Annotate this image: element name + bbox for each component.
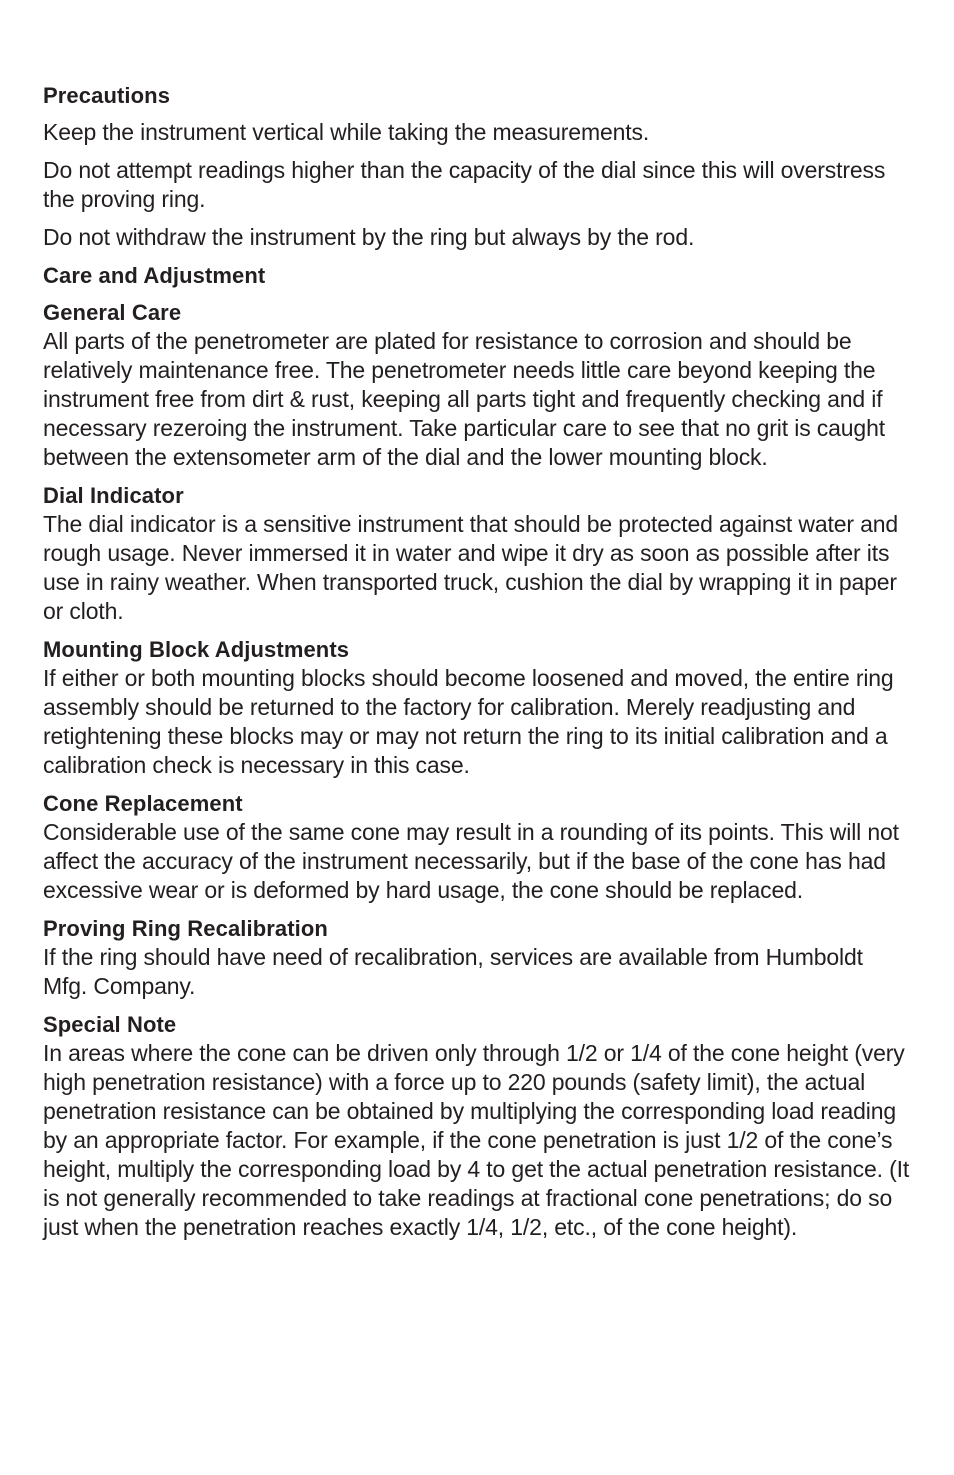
section-body: The dial indicator is a sensitive instrument that should be protected against water and rough usage. Never immersed it in water and wipe it dry as soon as possible after its use in rainy weather. When transported truck, cushion the dial by wrapping it in paper or cloth. [43,511,899,624]
section-body: In areas where the cone can be driven only through 1/2 or 1/4 of the cone height (very high penetration resistance) with a force up to 220 pounds (safety limit), the actual penetration resistance can be obtained by multiplying the corresponding load reading by an appropriate factor. For example, if the cone penetration is just 1/2 of the cone’s height, multiply the corresponding load by 4 to get the actual penetration resistance. (It is not generally recommended to take readings at fractional cone penetrations; do so just when the penetration reaches exactly 1/4, 1/2, etc., of the cone height). [43,1040,910,1240]
precautions-heading: Precautions [43,83,171,108]
section-body: If either or both mounting blocks should become loosened and moved, the entire ring assembly should be returned to the factory for calibration. Merely readjusting and retightening these blocks may or may not return the ring to its initial calibration and a calibration check is necessary in this case. [43,665,894,778]
care-adjustment-heading: Care and Adjustment [43,263,266,288]
section-body: Considerable use of the same cone may result in a rounding of its points. This will not affect the accuracy of the instrument necessarily, but if the base of the cone has had excessive wear or is deformed by hard usage, the cone should be replaced. [43,819,899,903]
section-heading: Proving Ring Recalibration [43,916,328,941]
precaution-item: Do not attempt readings higher than the capacity of the dial since this will overstress the proving ring. [43,157,886,212]
section-body: All parts of the penetrometer are plated for resistance to corrosion and should be relatively maintenance free. The penetrometer needs little care beyond keeping the instrument free from dirt & rust, keeping all parts tight and frequently checking and if necessary rezeroing the instrument. Take particular care to see that no grit is caught between the extensometer arm of the dial and the lower mounting block. [43,328,885,470]
section-heading: Special Note [43,1012,177,1037]
section-cone-replacement [43,789,913,905]
precaution-item: Keep the instrument vertical while taking the measurements. [43,119,650,145]
section-heading: General Care [43,300,182,325]
precaution-item: Do not withdraw the instrument by the ring but always by the rod. [43,224,695,250]
section-mounting-block-adjustments [43,635,913,780]
section-proving-ring-recalibration [43,914,913,1001]
section-dial-indicator [43,481,913,626]
section-heading: Mounting Block Adjustments [43,637,350,662]
section-body: If the ring should have need of recalibration, services are available from Humboldt Mfg. Company. [43,944,863,999]
section-heading: Dial Indicator [43,483,184,508]
document-page [43,81,913,1251]
section-special-note [43,1010,913,1242]
section-heading: Cone Replacement [43,791,243,816]
section-general-care [43,298,913,472]
